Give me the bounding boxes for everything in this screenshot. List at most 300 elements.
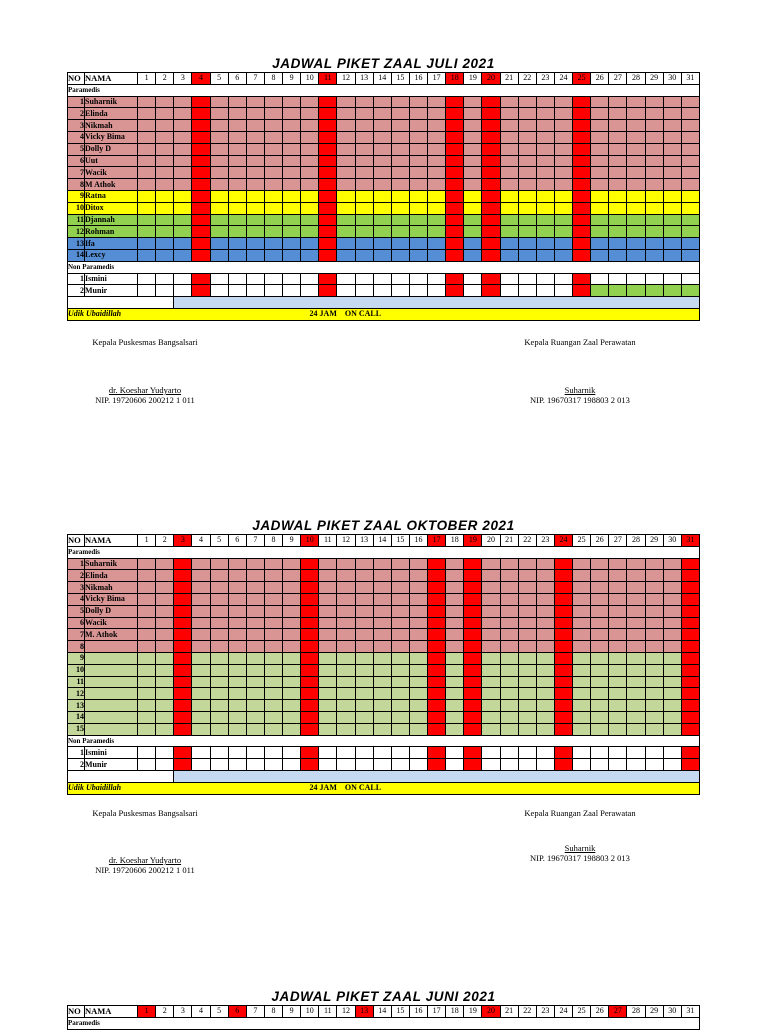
- day-header: 30: [663, 1006, 681, 1018]
- shift-cell: [283, 238, 301, 250]
- shift-cell: [373, 641, 391, 653]
- shift-cell: [192, 664, 210, 676]
- shift-cell: [264, 167, 282, 179]
- shift-cell: [283, 723, 301, 735]
- row-number: 2: [68, 759, 85, 771]
- shift-cell: [228, 96, 246, 108]
- shift-cell: [301, 202, 319, 214]
- shift-cell: [337, 202, 355, 214]
- shift-cell: [192, 120, 210, 132]
- shift-cell: [645, 711, 663, 723]
- shift-cell: [536, 759, 554, 771]
- shift-cell: [645, 202, 663, 214]
- shift-cell: [446, 131, 464, 143]
- shift-cell: [373, 582, 391, 594]
- staff-row: [68, 155, 700, 167]
- shift-cell: [518, 238, 536, 250]
- shift-cell: [482, 96, 500, 108]
- shift-cell: [482, 629, 500, 641]
- shift-cell: [609, 723, 627, 735]
- shift-cell: [554, 249, 572, 261]
- shift-cell: [138, 759, 156, 771]
- shift-cell: [464, 131, 482, 143]
- shift-cell: [609, 617, 627, 629]
- shift-cell: [264, 558, 282, 570]
- day-header: 1: [138, 73, 156, 85]
- shift-cell: [355, 131, 373, 143]
- row-number: 13: [68, 238, 85, 250]
- row-number: 14: [68, 249, 85, 261]
- shift-cell: [264, 131, 282, 143]
- shift-cell: [138, 652, 156, 664]
- shift-cell: [663, 120, 681, 132]
- shift-cell: [283, 143, 301, 155]
- shift-cell: [446, 155, 464, 167]
- shift-cell: [246, 664, 264, 676]
- shift-cell: [174, 202, 192, 214]
- shift-cell: [428, 285, 446, 297]
- shift-cell: [283, 249, 301, 261]
- day-header: 20: [482, 535, 500, 547]
- shift-cell: [319, 96, 337, 108]
- shift-cell: [645, 641, 663, 653]
- shift-cell: [500, 558, 518, 570]
- shift-cell: [156, 155, 174, 167]
- shift-cell: [301, 617, 319, 629]
- day-header: 31: [681, 73, 699, 85]
- shift-cell: [446, 143, 464, 155]
- shift-cell: [500, 759, 518, 771]
- shift-cell: [482, 120, 500, 132]
- shift-cell: [663, 723, 681, 735]
- shift-cell: [591, 629, 609, 641]
- right-signatory-name: Suharnik: [564, 843, 596, 853]
- shift-cell: [391, 570, 409, 582]
- shift-cell: [645, 582, 663, 594]
- shift-cell: [138, 688, 156, 700]
- shift-cell: [464, 273, 482, 285]
- shift-cell: [446, 285, 464, 297]
- shift-cell: [645, 190, 663, 202]
- spacer-cell: [174, 297, 700, 309]
- shift-cell: [246, 723, 264, 735]
- shift-cell: [283, 676, 301, 688]
- shift-cell: [446, 617, 464, 629]
- shift-cell: [156, 249, 174, 261]
- schedule-title: JADWAL PIKET ZAAL JULI 2021: [272, 56, 495, 71]
- day-header: 2: [156, 73, 174, 85]
- day-header: 22: [518, 535, 536, 547]
- shift-cell: [174, 249, 192, 261]
- shift-cell: [446, 202, 464, 214]
- shift-cell: [264, 285, 282, 297]
- shift-cell: [500, 700, 518, 712]
- spacer-cell: [68, 770, 174, 782]
- shift-cell: [500, 723, 518, 735]
- day-header: 11: [319, 1006, 337, 1018]
- shift-cell: [138, 143, 156, 155]
- shift-cell: [482, 249, 500, 261]
- shift-cell: [337, 131, 355, 143]
- shift-cell: [246, 558, 264, 570]
- row-number: 2: [68, 108, 85, 120]
- shift-cell: [645, 652, 663, 664]
- shift-cell: [373, 96, 391, 108]
- shift-cell: [409, 747, 427, 759]
- shift-cell: [156, 238, 174, 250]
- shift-cell: [482, 759, 500, 771]
- staff-name: Djannah: [85, 214, 138, 226]
- shift-cell: [391, 723, 409, 735]
- shift-cell: [518, 155, 536, 167]
- shift-cell: [355, 179, 373, 191]
- shift-cell: [228, 605, 246, 617]
- shift-cell: [428, 641, 446, 653]
- shift-cell: [464, 238, 482, 250]
- shift-cell: [681, 605, 699, 617]
- day-header: 14: [373, 1006, 391, 1018]
- shift-cell: [138, 641, 156, 653]
- shift-cell: [409, 249, 427, 261]
- shift-cell: [210, 96, 228, 108]
- day-header: 20: [482, 73, 500, 85]
- shift-cell: [192, 167, 210, 179]
- shift-cell: [246, 273, 264, 285]
- shift-cell: [409, 226, 427, 238]
- shift-cell: [446, 558, 464, 570]
- day-header: 17: [428, 73, 446, 85]
- shift-cell: [428, 96, 446, 108]
- shift-cell: [228, 214, 246, 226]
- shift-cell: [554, 759, 572, 771]
- day-header: 26: [591, 535, 609, 547]
- day-header: 30: [663, 535, 681, 547]
- shift-cell: [228, 711, 246, 723]
- staff-row: [68, 664, 700, 676]
- shift-cell: [428, 688, 446, 700]
- shift-cell: [554, 214, 572, 226]
- shift-cell: [391, 108, 409, 120]
- shift-cell: [500, 605, 518, 617]
- shift-cell: [228, 273, 246, 285]
- shift-cell: [609, 96, 627, 108]
- shift-cell: [536, 190, 554, 202]
- shift-cell: [482, 570, 500, 582]
- shift-cell: [663, 617, 681, 629]
- shift-cell: [446, 249, 464, 261]
- shift-cell: [283, 558, 301, 570]
- shift-cell: [355, 202, 373, 214]
- shift-cell: [156, 676, 174, 688]
- shift-cell: [482, 214, 500, 226]
- shift-cell: [645, 664, 663, 676]
- row-number: 2: [68, 285, 85, 297]
- shift-cell: [591, 179, 609, 191]
- row-number: 1: [68, 747, 85, 759]
- row-number: 11: [68, 214, 85, 226]
- shift-cell: [192, 582, 210, 594]
- shift-cell: [391, 629, 409, 641]
- shift-cell: [319, 238, 337, 250]
- shift-cell: [355, 190, 373, 202]
- shift-cell: [210, 558, 228, 570]
- day-header: 18: [446, 1006, 464, 1018]
- shift-cell: [573, 605, 591, 617]
- day-header: 2: [156, 535, 174, 547]
- shift-cell: [355, 617, 373, 629]
- shift-cell: [246, 167, 264, 179]
- shift-cell: [500, 155, 518, 167]
- day-header: 6: [228, 535, 246, 547]
- shift-cell: [591, 723, 609, 735]
- staff-name: [85, 723, 138, 735]
- shift-cell: [409, 711, 427, 723]
- shift-cell: [174, 676, 192, 688]
- shift-cell: [283, 202, 301, 214]
- shift-cell: [573, 664, 591, 676]
- shift-cell: [591, 238, 609, 250]
- shift-cell: [464, 629, 482, 641]
- shift-cell: [536, 570, 554, 582]
- shift-cell: [446, 593, 464, 605]
- shift-cell: [554, 167, 572, 179]
- staff-row: [68, 652, 700, 664]
- shift-cell: [409, 688, 427, 700]
- shift-cell: [428, 629, 446, 641]
- shift-cell: [609, 167, 627, 179]
- shift-cell: [156, 664, 174, 676]
- shift-cell: [518, 605, 536, 617]
- shift-cell: [174, 593, 192, 605]
- shift-cell: [246, 285, 264, 297]
- shift-cell: [301, 688, 319, 700]
- shift-cell: [355, 96, 373, 108]
- day-header: 17: [428, 1006, 446, 1018]
- shift-cell: [192, 593, 210, 605]
- staff-row: [68, 202, 700, 214]
- staff-name: Ismini: [85, 273, 138, 285]
- day-header: 31: [681, 1006, 699, 1018]
- day-header: 6: [228, 73, 246, 85]
- shift-cell: [591, 582, 609, 594]
- shift-cell: [319, 747, 337, 759]
- shift-cell: [482, 605, 500, 617]
- shift-cell: [228, 570, 246, 582]
- shift-cell: [645, 238, 663, 250]
- shift-cell: [301, 676, 319, 688]
- shift-cell: [428, 108, 446, 120]
- day-header: 13: [355, 73, 373, 85]
- shift-cell: [337, 285, 355, 297]
- shift-cell: [591, 120, 609, 132]
- spacer-cell: [174, 770, 700, 782]
- staff-name: Dolly D: [85, 605, 138, 617]
- shift-cell: [210, 723, 228, 735]
- shift-cell: [645, 226, 663, 238]
- shift-cell: [264, 688, 282, 700]
- shift-cell: [482, 593, 500, 605]
- shift-cell: [645, 96, 663, 108]
- shift-cell: [482, 190, 500, 202]
- shift-cell: [391, 155, 409, 167]
- shift-cell: [573, 202, 591, 214]
- section-row: [68, 261, 700, 273]
- shift-cell: [156, 190, 174, 202]
- shift-cell: [337, 641, 355, 653]
- shift-cell: [156, 700, 174, 712]
- shift-cell: [228, 558, 246, 570]
- shift-cell: [518, 759, 536, 771]
- shift-cell: [663, 96, 681, 108]
- staff-name: [85, 676, 138, 688]
- shift-cell: [536, 273, 554, 285]
- shift-cell: [428, 143, 446, 155]
- shift-cell: [246, 759, 264, 771]
- shift-cell: [500, 238, 518, 250]
- shift-cell: [645, 167, 663, 179]
- shift-cell: [554, 676, 572, 688]
- shift-cell: [428, 676, 446, 688]
- row-number: 8: [68, 641, 85, 653]
- shift-cell: [373, 214, 391, 226]
- shift-cell: [500, 285, 518, 297]
- staff-name: Dolly D: [85, 143, 138, 155]
- shift-cell: [264, 108, 282, 120]
- staff-row: [68, 131, 700, 143]
- shift-cell: [464, 202, 482, 214]
- shift-cell: [210, 641, 228, 653]
- shift-cell: [228, 179, 246, 191]
- shift-cell: [156, 570, 174, 582]
- shift-cell: [554, 617, 572, 629]
- shift-cell: [138, 179, 156, 191]
- shift-cell: [464, 747, 482, 759]
- shift-cell: [681, 617, 699, 629]
- right-signatory-title: Kepala Ruangan Zaal Perawatan: [524, 808, 636, 818]
- shift-cell: [663, 711, 681, 723]
- shift-cell: [500, 96, 518, 108]
- shift-cell: [609, 273, 627, 285]
- shift-cell: [174, 570, 192, 582]
- staff-row: [68, 179, 700, 191]
- staff-row: [68, 570, 700, 582]
- shift-cell: [681, 593, 699, 605]
- shift-cell: [609, 641, 627, 653]
- shift-cell: [627, 249, 645, 261]
- shift-cell: [428, 202, 446, 214]
- shift-cell: [264, 249, 282, 261]
- day-header: 21: [500, 535, 518, 547]
- shift-cell: [301, 759, 319, 771]
- schedule-table: [67, 534, 700, 795]
- schedule-table: [67, 72, 700, 321]
- shift-cell: [573, 593, 591, 605]
- shift-cell: [156, 747, 174, 759]
- day-header: 10: [301, 1006, 319, 1018]
- shift-cell: [446, 238, 464, 250]
- left-signatory: [55, 385, 235, 405]
- day-header: 24: [554, 73, 572, 85]
- shift-cell: [536, 582, 554, 594]
- shift-cell: [446, 759, 464, 771]
- shift-cell: [554, 582, 572, 594]
- shift-cell: [355, 593, 373, 605]
- shift-cell: [663, 155, 681, 167]
- shift-cell: [228, 629, 246, 641]
- shift-cell: [337, 617, 355, 629]
- shift-cell: [573, 214, 591, 226]
- right-signatory: [490, 385, 670, 405]
- shift-cell: [355, 273, 373, 285]
- shift-cell: [518, 676, 536, 688]
- day-header: 27: [609, 535, 627, 547]
- shift-cell: [301, 155, 319, 167]
- shift-cell: [373, 664, 391, 676]
- shift-cell: [409, 582, 427, 594]
- shift-cell: [319, 676, 337, 688]
- shift-cell: [573, 238, 591, 250]
- shift-cell: [228, 155, 246, 167]
- staff-name: Vicky Bima: [85, 593, 138, 605]
- shift-cell: [681, 723, 699, 735]
- shift-cell: [283, 120, 301, 132]
- shift-cell: [681, 108, 699, 120]
- shift-cell: [210, 179, 228, 191]
- shift-cell: [355, 641, 373, 653]
- section-row: [68, 735, 700, 747]
- shift-cell: [645, 617, 663, 629]
- shift-cell: [319, 641, 337, 653]
- shift-cell: [681, 652, 699, 664]
- shift-cell: [264, 676, 282, 688]
- shift-cell: [192, 226, 210, 238]
- shift-cell: [337, 759, 355, 771]
- section-label: Non Paramedis: [68, 261, 700, 273]
- shift-cell: [283, 711, 301, 723]
- shift-cell: [645, 747, 663, 759]
- shift-cell: [428, 155, 446, 167]
- row-number: 8: [68, 179, 85, 191]
- day-header: 28: [627, 1006, 645, 1018]
- shift-cell: [609, 593, 627, 605]
- shift-cell: [536, 711, 554, 723]
- shift-cell: [283, 641, 301, 653]
- shift-cell: [301, 214, 319, 226]
- shift-cell: [228, 747, 246, 759]
- shift-cell: [174, 96, 192, 108]
- shift-cell: [554, 202, 572, 214]
- shift-cell: [246, 238, 264, 250]
- shift-cell: [373, 700, 391, 712]
- shift-cell: [138, 96, 156, 108]
- shift-cell: [482, 617, 500, 629]
- staff-name: Elinda: [85, 570, 138, 582]
- shift-cell: [319, 582, 337, 594]
- staff-name: Lexcy: [85, 249, 138, 261]
- shift-cell: [319, 570, 337, 582]
- shift-cell: [246, 214, 264, 226]
- shift-cell: [138, 190, 156, 202]
- shift-cell: [156, 605, 174, 617]
- day-header: 28: [627, 73, 645, 85]
- shift-cell: [391, 131, 409, 143]
- shift-cell: [591, 652, 609, 664]
- staff-name: M. Athok: [85, 629, 138, 641]
- staff-name: Suharnik: [85, 558, 138, 570]
- shift-cell: [264, 202, 282, 214]
- shift-cell: [518, 641, 536, 653]
- day-header: 27: [609, 1006, 627, 1018]
